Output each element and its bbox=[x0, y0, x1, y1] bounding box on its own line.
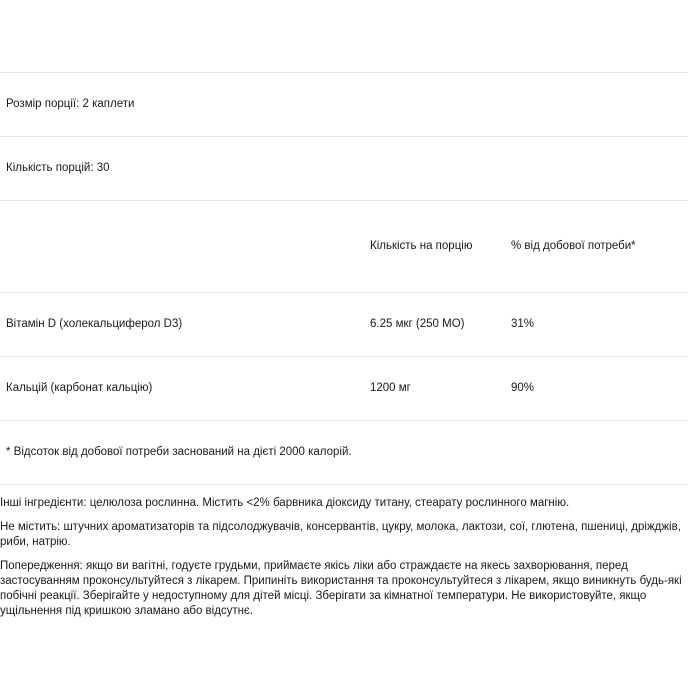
free-from: Не містить: штучних ароматизаторів та підсолоджувачів, консервантів, цукру, молока, лактози, сої, глютена, пшениці, дріжджів, риби, натрію. bbox=[0, 521, 681, 548]
header-amount-per-serving: Кількість на порцію bbox=[370, 240, 473, 252]
divider bbox=[0, 72, 688, 73]
divider bbox=[0, 356, 688, 357]
divider bbox=[0, 200, 688, 201]
daily-value-footnote: * Відсоток від добової потреби заснований на дієті 2000 калорій. bbox=[6, 446, 352, 458]
row-amount-vitamin-d: 6.25 мкг (250 МО) bbox=[370, 318, 465, 330]
divider bbox=[0, 420, 688, 421]
row-dv-calcium: 90% bbox=[511, 382, 535, 394]
divider bbox=[0, 484, 688, 485]
warning: Попередження: якщо ви вагітні, годуєте грудьми, приймаєте якісь ліки або страждаєте на якесь захворювання, перед застосуванням проконсультуйтеся з лікарем. Припиніть використання та проконсультуйтеся з лікарем, якщо виникнуть будь-які побічні реакції. Зберігайте у недоступному для дітей місці. Зберігати за кімнатної температури. Не використовуйте, якщо ущільнення під кришкою зламано або відсутнє. bbox=[0, 560, 682, 617]
other-ingredients: Інші інгредієнти: целюлоза рослинна. Містить <2% барвника діоксиду титану, стеарату рослинного магнію. bbox=[0, 497, 570, 509]
row-dv-vitamin-d: 31% bbox=[511, 318, 535, 330]
row-name-calcium: Кальцій (карбонат кальцію) bbox=[6, 382, 153, 394]
divider bbox=[0, 136, 688, 137]
header-daily-value: % від добової потреби* bbox=[511, 240, 636, 252]
row-amount-calcium: 1200 мг bbox=[370, 382, 411, 394]
divider bbox=[0, 292, 688, 293]
row-name-vitamin-d: Вітамін D (холекальциферол D3) bbox=[6, 318, 183, 330]
servings-count: Кількість порцій: 30 bbox=[6, 162, 110, 174]
serving-size: Розмір порції: 2 каплети bbox=[6, 98, 135, 110]
